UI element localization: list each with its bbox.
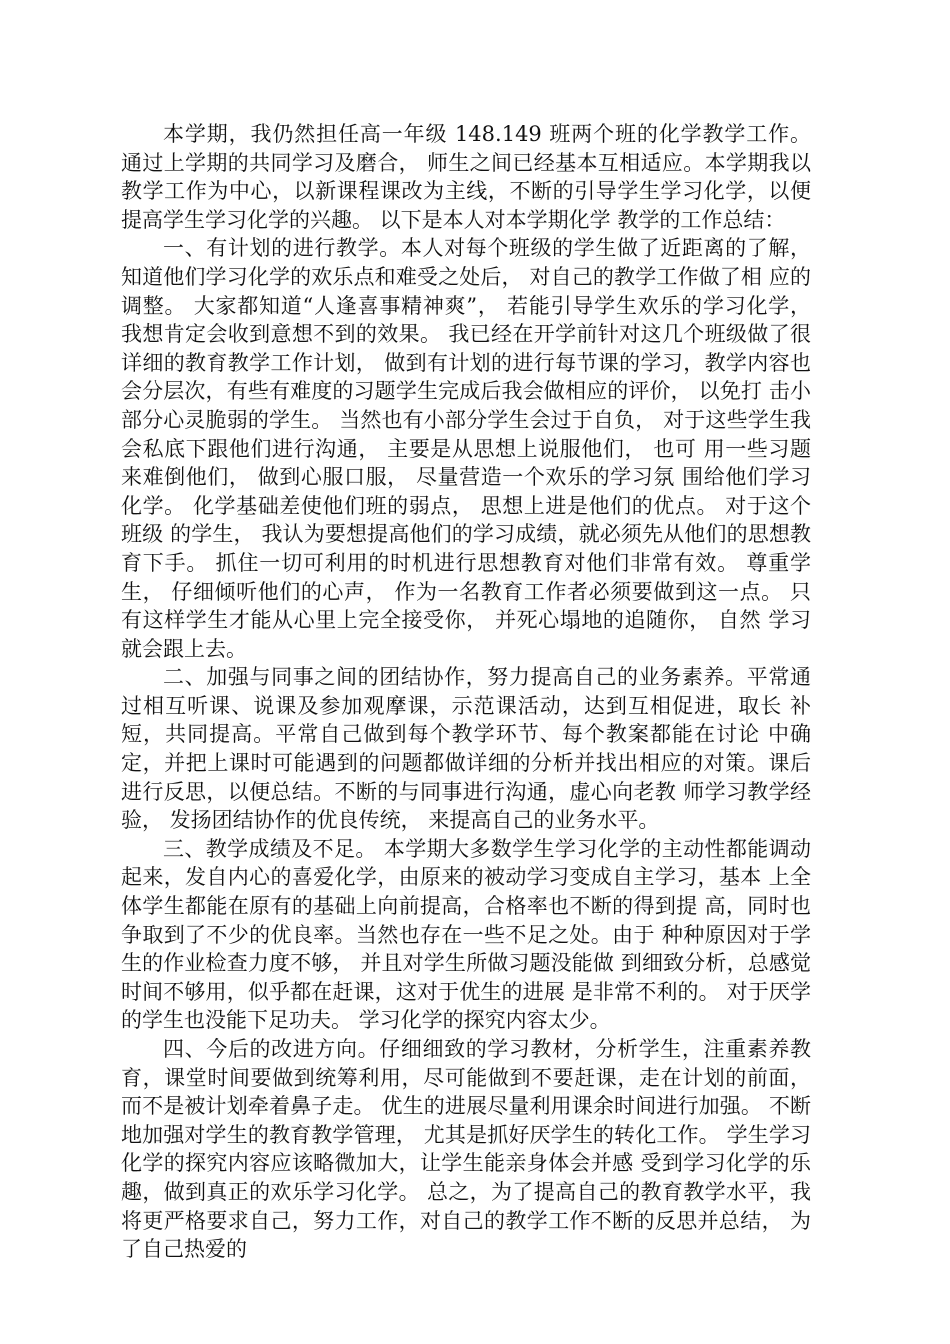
document-body bbox=[121, 120, 811, 1264]
paragraph-section-3: 三、教学成绩及不足。 本学期大多数学生学习化学的主动性都能调动起来，发自内心的喜爱化学，由原来的被动学习变成自主学习，基本 上全体学生都能在原有的基础上向前提高，合格率也不断的得到提 高，同时也争取到了不少的优良率。当然也存在一些不足之处。由于 种种原因对于学生的作业检查力度不够， 并且对学生所做习题没能做 到细致分析，总感觉时间不够用，似乎都在赶课，这对于优生的进展 是非常不利的。 对于厌学的学生也没能下足功夫。 学习化学的探究内容太少。 bbox=[121, 836, 811, 1033]
paragraph-section-2: 二、加强与同事之间的团结协作，努力提高自己的业务素养。平常通 过相互听课、说课及参加观摩课，示范课活动，达到互相促进，取长 补短，共同提高。平常自己做到每个教学环节、每个教案都能在讨论 中确定，并把上课时可能遇到的问题都做详细的分析并找出相应的对策。课后进行反思，以便总结。不断的与同事进行沟通，虚心向老教 师学习教学经验， 发扬团结协作的优良传统， 来提高自己的业务水平。 bbox=[121, 665, 811, 833]
paragraph-intro: 本学期，我仍然担任高一年级 148.149 班两个班的化学教学工作。 通过上学期的共同学习及磨合， 师生之间已经基本互相适应。本学期我以教学工作为中心，以新课程课改为主线，不断的引导学生学习化学，以便提高学生学习化学的兴趣。 以下是本人对本学期化学 教学的工作总结： bbox=[121, 122, 811, 232]
paragraph-section-1: 一、有计划的进行教学。本人对每个班级的学生做了近距离的了解， 知道他们学习化学的欢乐点和难受之处后， 对自己的教学工作做了相 应的调整。 大家都知道“人逢喜事精神爽”， 若能引导学生欢乐的学习化学， 我想肯定会收到意想不到的效果。 我已经在开学前针对这几个班级做了很详细的教育教学工作计划， 做到有计划的进行每节课的学习，教学内容也会分层次，有些有难度的习题学生完成后我会做相应的评价， 以免打 击小部分心灵脆弱的学生。 当然也有小部分学生会过于自负， 对于这些学生我会私底下跟他们进行沟通， 主要是从思想上说服他们， 也可 用一些习题来难倒他们， 做到心服口服， 尽量营造一个欢乐的学习氛 围给他们学习化学。 化学基础差使他们班的弱点， 思想上进是他们的优点。 对于这个班级 的学生， 我认为要想提高他们的学习成绩，就必须先从他们的思想教 育下手。 抓住一切可利用的时机进行思想教育对他们非常有效。 尊重学生， 仔细倾听他们的心声， 作为一名教育工作者必须要做到这一点。 只有这样学生才能从心里上完全接受你， 并死心塌地的追随你， 自然 学习就会跟上去。 bbox=[121, 236, 811, 661]
paragraph-section-4: 四、今后的改进方向。仔细细致的学习教材，分析学生，注重素养教育，课堂时间要做到统筹利用，尽可能做到不要赶课，走在计划的前面， 而不是被计划牵着鼻子走。 优生的进展尽量利用课余时间进行加强。 不断地加强对学生的教育教学管理， 尤其是抓好厌学生的转化工作。 学生学习化学的探究内容应该略微加大，让学生能亲身体会并感 受到学习化学的乐趣，做到真正的欢乐学习化学。 总之，为了提高自己的教育教学水平，我将更严格要求自己，努力工作，对自己的教学工作不断的反思并总结， 为了自己热爱的 bbox=[121, 1037, 811, 1262]
